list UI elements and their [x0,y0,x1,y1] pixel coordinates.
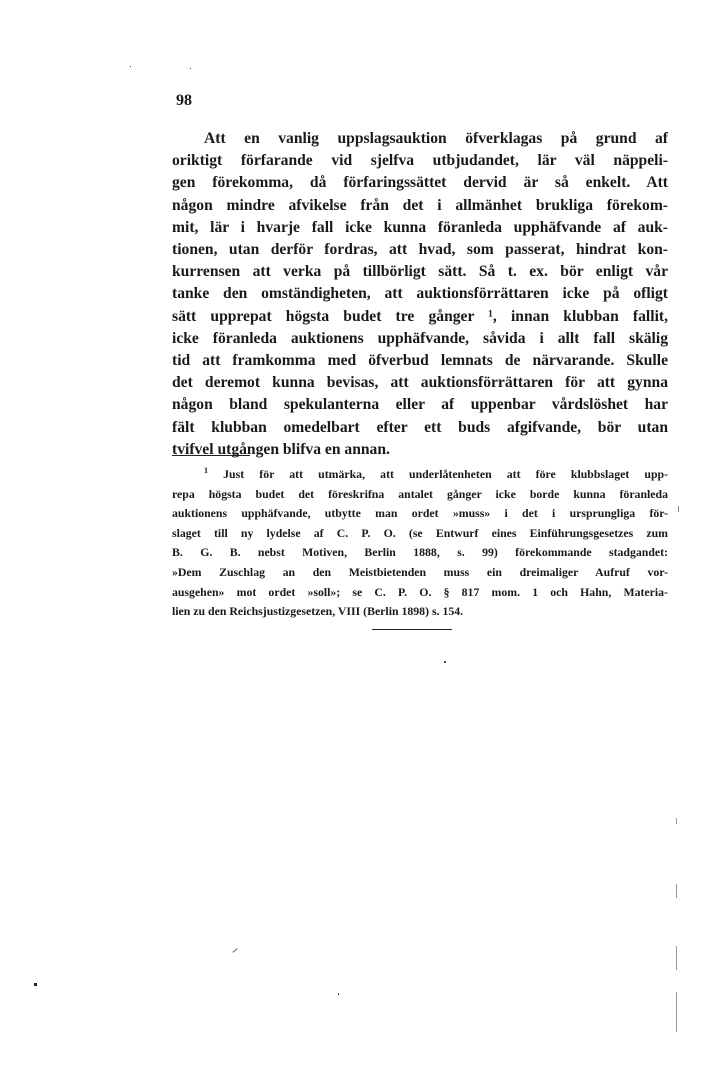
body-line: mit, lär i hvarje fall icke kunna föranleda upphäfvande af auk- [172,218,668,236]
footnote-line: slaget till ny lydelse af C. P. O. (se Entwurf eines Einführungsgesetzes zum [172,525,668,540]
footnote-line: repa högsta budet det föreskrifna antalet gånger icke borde kunna föranleda [172,486,668,501]
body-line: tvifvel utgången blifva en annan. [172,440,390,458]
body-line: kurrensen att verka på tillbörligt sätt. Så t. ex. bör enligt vår [172,263,668,281]
body-line: icke föranleda auktionens upphäfvande, såvida i allt fall skälig [172,329,668,347]
body-line: sätt upprepat högsta budet tre gånger ¹, innan klubban fallit, [172,307,668,325]
scan-speck [676,818,677,824]
footnote-line: B. G. B. nebst Motiven, Berlin 1888, s. 99) förekommande stadgandet: [172,545,668,560]
footnote [172,465,668,622]
body-line: oriktigt förfarande vid sjelfva utbjudandet, lär väl näppeli- [172,152,668,170]
scan-speck [676,884,677,898]
page-number: 98 [176,92,192,109]
body-line: fält klubban omedelbart efter ett buds afgifvande, bör utan [172,418,668,436]
footnote-line [172,465,668,485]
body-line: tanke den omständigheten, att auktionsförrättaren icke på ofligt [172,285,668,303]
body-line: gen förekomma, då förfaringssättet dervid är så enkelt. Att [172,174,668,192]
body-line: tid att framkomma med öfverbud lemnats de närvarande. Skulle [172,352,668,370]
footnote-line: ausgehen» mot ordet »soll»; se C. P. O. § 817 mom. 1 och Hahn, Materia- [172,584,668,599]
scan-speck [190,68,191,69]
footnote-line: auktionens upphäfvande, utbytte man ordet »muss» i det i ursprungliga för- [172,506,668,521]
body-line: det deremot kunna bevisas, att auktionsförrättaren för att gynna [172,374,668,392]
scan-speck [676,992,677,1032]
body-paragraph [172,128,668,461]
body-line: någon mindre afvikelse från det i allmänhet brukliga förekom- [172,196,668,214]
scan-speck [444,661,446,663]
scan-speck [678,506,679,512]
body-line: någon bland spekulanterna eller af uppenbar vårdslöshet har [172,396,668,414]
footnote-divider [172,455,250,456]
footnote-line: »Dem Zuschlag an den Meistbietenden muss ein dreimaliger Aufruf vor- [172,564,668,579]
scan-speck [232,948,237,953]
body-line: Att en vanlig uppslagsauktion öfverklagas på grund af [204,130,668,147]
scan-speck [130,66,131,67]
scan-speck [676,946,677,970]
body-line: tionen, utan derför fordras, att hvad, som passerat, hindrat kon- [172,241,668,259]
end-divider [372,629,452,630]
footnote-line: lien zu den Reichsjustizgesetzen, VIII (Berlin 1898) s. 154. [172,604,464,619]
footnote-line-text: Just för att utmärka, att underlåtenheten att före klubbslaget upp- [223,467,669,481]
scan-speck [34,983,37,986]
scan-speck [338,993,339,995]
footnote-marker: 1 [204,466,208,476]
